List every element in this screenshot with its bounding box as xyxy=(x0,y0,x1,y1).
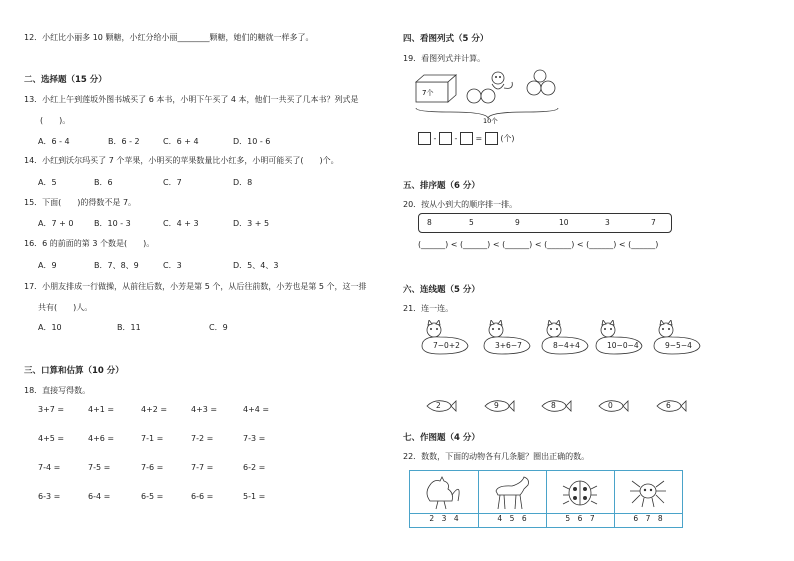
seq-number: 5 xyxy=(469,218,474,227)
question-14: 14．小红到沃尔玛买了 7 个苹果，小明买的苹果数量比小红多，小明可能买了( )个。 xyxy=(24,156,339,165)
question-22: 22．数数，下面的动物各有几条腿？圈出正确的数。 xyxy=(403,452,590,461)
q17-option-c: C．9 xyxy=(209,323,228,332)
cat-icon xyxy=(594,320,644,356)
seq-number: 9 xyxy=(515,218,520,227)
calc-item[interactable]: 6-2 = xyxy=(243,463,266,472)
seq-number: 3 xyxy=(605,218,610,227)
q15-option-b: B．10 - 3 xyxy=(94,219,131,228)
cat-icon xyxy=(652,320,702,356)
fish-card[interactable] xyxy=(655,398,687,414)
picture-19 xyxy=(410,68,580,124)
table-cell xyxy=(614,471,682,527)
operator-1: - xyxy=(433,134,437,143)
answer-box[interactable] xyxy=(439,132,452,145)
q13-option-c: C．6 + 4 xyxy=(163,137,199,146)
fish-card[interactable] xyxy=(597,398,629,414)
fish-number: 6 xyxy=(666,401,671,410)
cat-card[interactable] xyxy=(482,320,526,356)
calc-item[interactable]: 7-4 = xyxy=(38,463,61,472)
fish-number: 0 xyxy=(608,401,613,410)
number-sequence-box xyxy=(418,213,672,233)
calc-item[interactable]: 3+7 = xyxy=(38,405,65,414)
fish-number: 9 xyxy=(494,401,499,410)
monkey-icon xyxy=(492,72,512,89)
leg-options[interactable]: 4 5 6 xyxy=(497,514,527,523)
q15-option-d: D．3 + 5 xyxy=(233,219,270,228)
question-18: 18．直接写得数。 xyxy=(24,386,91,395)
cat-card[interactable] xyxy=(420,320,464,356)
fish-card[interactable] xyxy=(540,398,572,414)
q13-option-a: A．6 - 4 xyxy=(38,137,70,146)
calc-item[interactable]: 5-1 = xyxy=(243,492,266,501)
section-6-title: 六、连线题（5 分） xyxy=(403,285,480,295)
fish-icon xyxy=(540,398,572,414)
horse-icon xyxy=(478,471,546,511)
peach-pile-icon xyxy=(527,70,555,95)
cat-card[interactable] xyxy=(540,320,584,356)
q17-option-b: B．11 xyxy=(117,323,141,332)
table-cell xyxy=(410,471,479,527)
calc-item[interactable]: 4+2 = xyxy=(141,405,168,414)
cat-card[interactable] xyxy=(594,320,638,356)
fish-icon xyxy=(655,398,687,414)
q15-option-a: A．7 + 0 xyxy=(38,219,74,228)
table-cell xyxy=(478,471,547,527)
box-label: 7个 xyxy=(422,89,434,97)
leg-options[interactable]: 5 6 7 xyxy=(565,514,595,523)
q17-option-a: A．10 xyxy=(38,323,62,332)
calc-item[interactable]: 4+6 = xyxy=(88,434,115,443)
answer-box[interactable] xyxy=(485,132,498,145)
question-21: 21．连一连。 xyxy=(403,304,454,313)
q16-option-a: A．9 xyxy=(38,261,57,270)
calc-item[interactable]: 4+5 = xyxy=(38,434,65,443)
fish-icon xyxy=(483,398,515,414)
section-2-title: 二、选择题（15 分） xyxy=(24,75,107,85)
operator-3: = xyxy=(475,134,483,143)
calc-item[interactable]: 6-3 = xyxy=(38,492,61,501)
answer-box[interactable] xyxy=(418,132,431,145)
question-13-blank: ( )。 xyxy=(40,116,71,125)
calc-item[interactable]: 7-7 = xyxy=(191,463,214,472)
question-17-cont: 共有( )人。 xyxy=(38,303,93,312)
q14-option-b: B．6 xyxy=(94,178,113,187)
leg-options[interactable]: 6 7 8 xyxy=(633,514,663,523)
cat-icon xyxy=(540,320,590,356)
question-15: 15．下面( )的得数不是 7。 xyxy=(24,198,137,207)
section-3-title: 三、口算和估算（10 分） xyxy=(24,366,124,376)
section-5-title: 五、排序题（6 分） xyxy=(403,181,480,191)
box-icon xyxy=(416,75,456,102)
calc-item[interactable]: 7-5 = xyxy=(88,463,111,472)
leg-options[interactable]: 2 3 4 xyxy=(429,514,459,523)
q14-option-c: C．7 xyxy=(163,178,182,187)
question-16: 16．6 的前面的第 3 个数是( )。 xyxy=(24,239,155,248)
calc-item[interactable]: 6-6 = xyxy=(191,492,214,501)
calc-item[interactable]: 7-1 = xyxy=(141,434,164,443)
seq-number: 10 xyxy=(559,218,569,227)
cat-expression: 3+6−7 xyxy=(495,341,522,350)
q13-option-d: D．10 - 6 xyxy=(233,137,271,146)
calc-item[interactable]: 7-6 = xyxy=(141,463,164,472)
order-blanks[interactable]: (______) < (______) < (______) < (______) < (______) < (______) xyxy=(418,240,659,249)
ladybug-icon xyxy=(546,471,614,511)
q16-option-b: B．7、8、9 xyxy=(94,261,139,270)
unit-label: (个) xyxy=(500,134,515,143)
question-12: 12．小红比小丽多 10 颗糖，小红分给小丽________颗糖，她们的糖就一样多了。 xyxy=(24,33,314,42)
q14-option-a: A．5 xyxy=(38,178,57,187)
answer-box[interactable] xyxy=(460,132,473,145)
cat-expression: 7−0+2 xyxy=(433,341,460,350)
calc-item[interactable]: 4+4 = xyxy=(243,405,270,414)
brace-label: 10个 xyxy=(483,117,498,124)
fish-card[interactable] xyxy=(425,398,457,414)
cat-icon xyxy=(482,320,532,356)
equation-19 xyxy=(418,132,515,145)
cat-expression: 9−5−4 xyxy=(665,341,692,350)
fish-card[interactable] xyxy=(483,398,515,414)
fish-icon xyxy=(597,398,629,414)
question-17: 17．小朋友排成一行做操，从前往后数，小芳是第 5 个，从后往前数，小芳也是第 5 个，这一排 xyxy=(24,282,367,291)
peach-icon xyxy=(467,89,495,103)
cat-icon xyxy=(420,320,470,356)
animal-legs-table xyxy=(409,470,683,528)
calc-item[interactable]: 4+1 = xyxy=(88,405,115,414)
table-cell xyxy=(546,471,615,527)
fish-number: 2 xyxy=(436,401,441,410)
question-20: 20．按从小到大的顺序排一排。 xyxy=(403,200,518,209)
seq-number: 7 xyxy=(651,218,656,227)
seq-number: 8 xyxy=(427,218,432,227)
calc-item[interactable]: 7-2 = xyxy=(191,434,214,443)
calc-item[interactable]: 6-5 = xyxy=(141,492,164,501)
fish-icon xyxy=(425,398,457,414)
section-4-title: 四、看图列式（5 分） xyxy=(403,34,489,44)
rooster-icon xyxy=(410,471,478,511)
question-19: 19．看图列式并计算。 xyxy=(403,54,486,63)
cat-card[interactable] xyxy=(652,320,696,356)
q15-option-c: C．4 + 3 xyxy=(163,219,199,228)
q16-option-c: C．3 xyxy=(163,261,182,270)
calc-item[interactable]: 4+3 = xyxy=(191,405,218,414)
q13-option-b: B．6 - 2 xyxy=(108,137,140,146)
question-13: 13．小红上午到莲坂外图书城买了 6 本书，小明下午买了 4 本，他们一共买了几本书？列式是 xyxy=(24,95,359,104)
operator-2: - xyxy=(454,134,458,143)
section-7-title: 七、作图题（4 分） xyxy=(403,433,480,443)
calc-item[interactable]: 6-4 = xyxy=(88,492,111,501)
q14-option-d: D．8 xyxy=(233,178,253,187)
fish-number: 8 xyxy=(551,401,556,410)
cat-expression: 8−4+4 xyxy=(553,341,580,350)
spider-icon xyxy=(614,471,682,511)
q16-option-d: D．5、4、3 xyxy=(233,261,279,270)
calc-item[interactable]: 7-3 = xyxy=(243,434,266,443)
cat-expression: 10−0−4 xyxy=(607,341,639,350)
